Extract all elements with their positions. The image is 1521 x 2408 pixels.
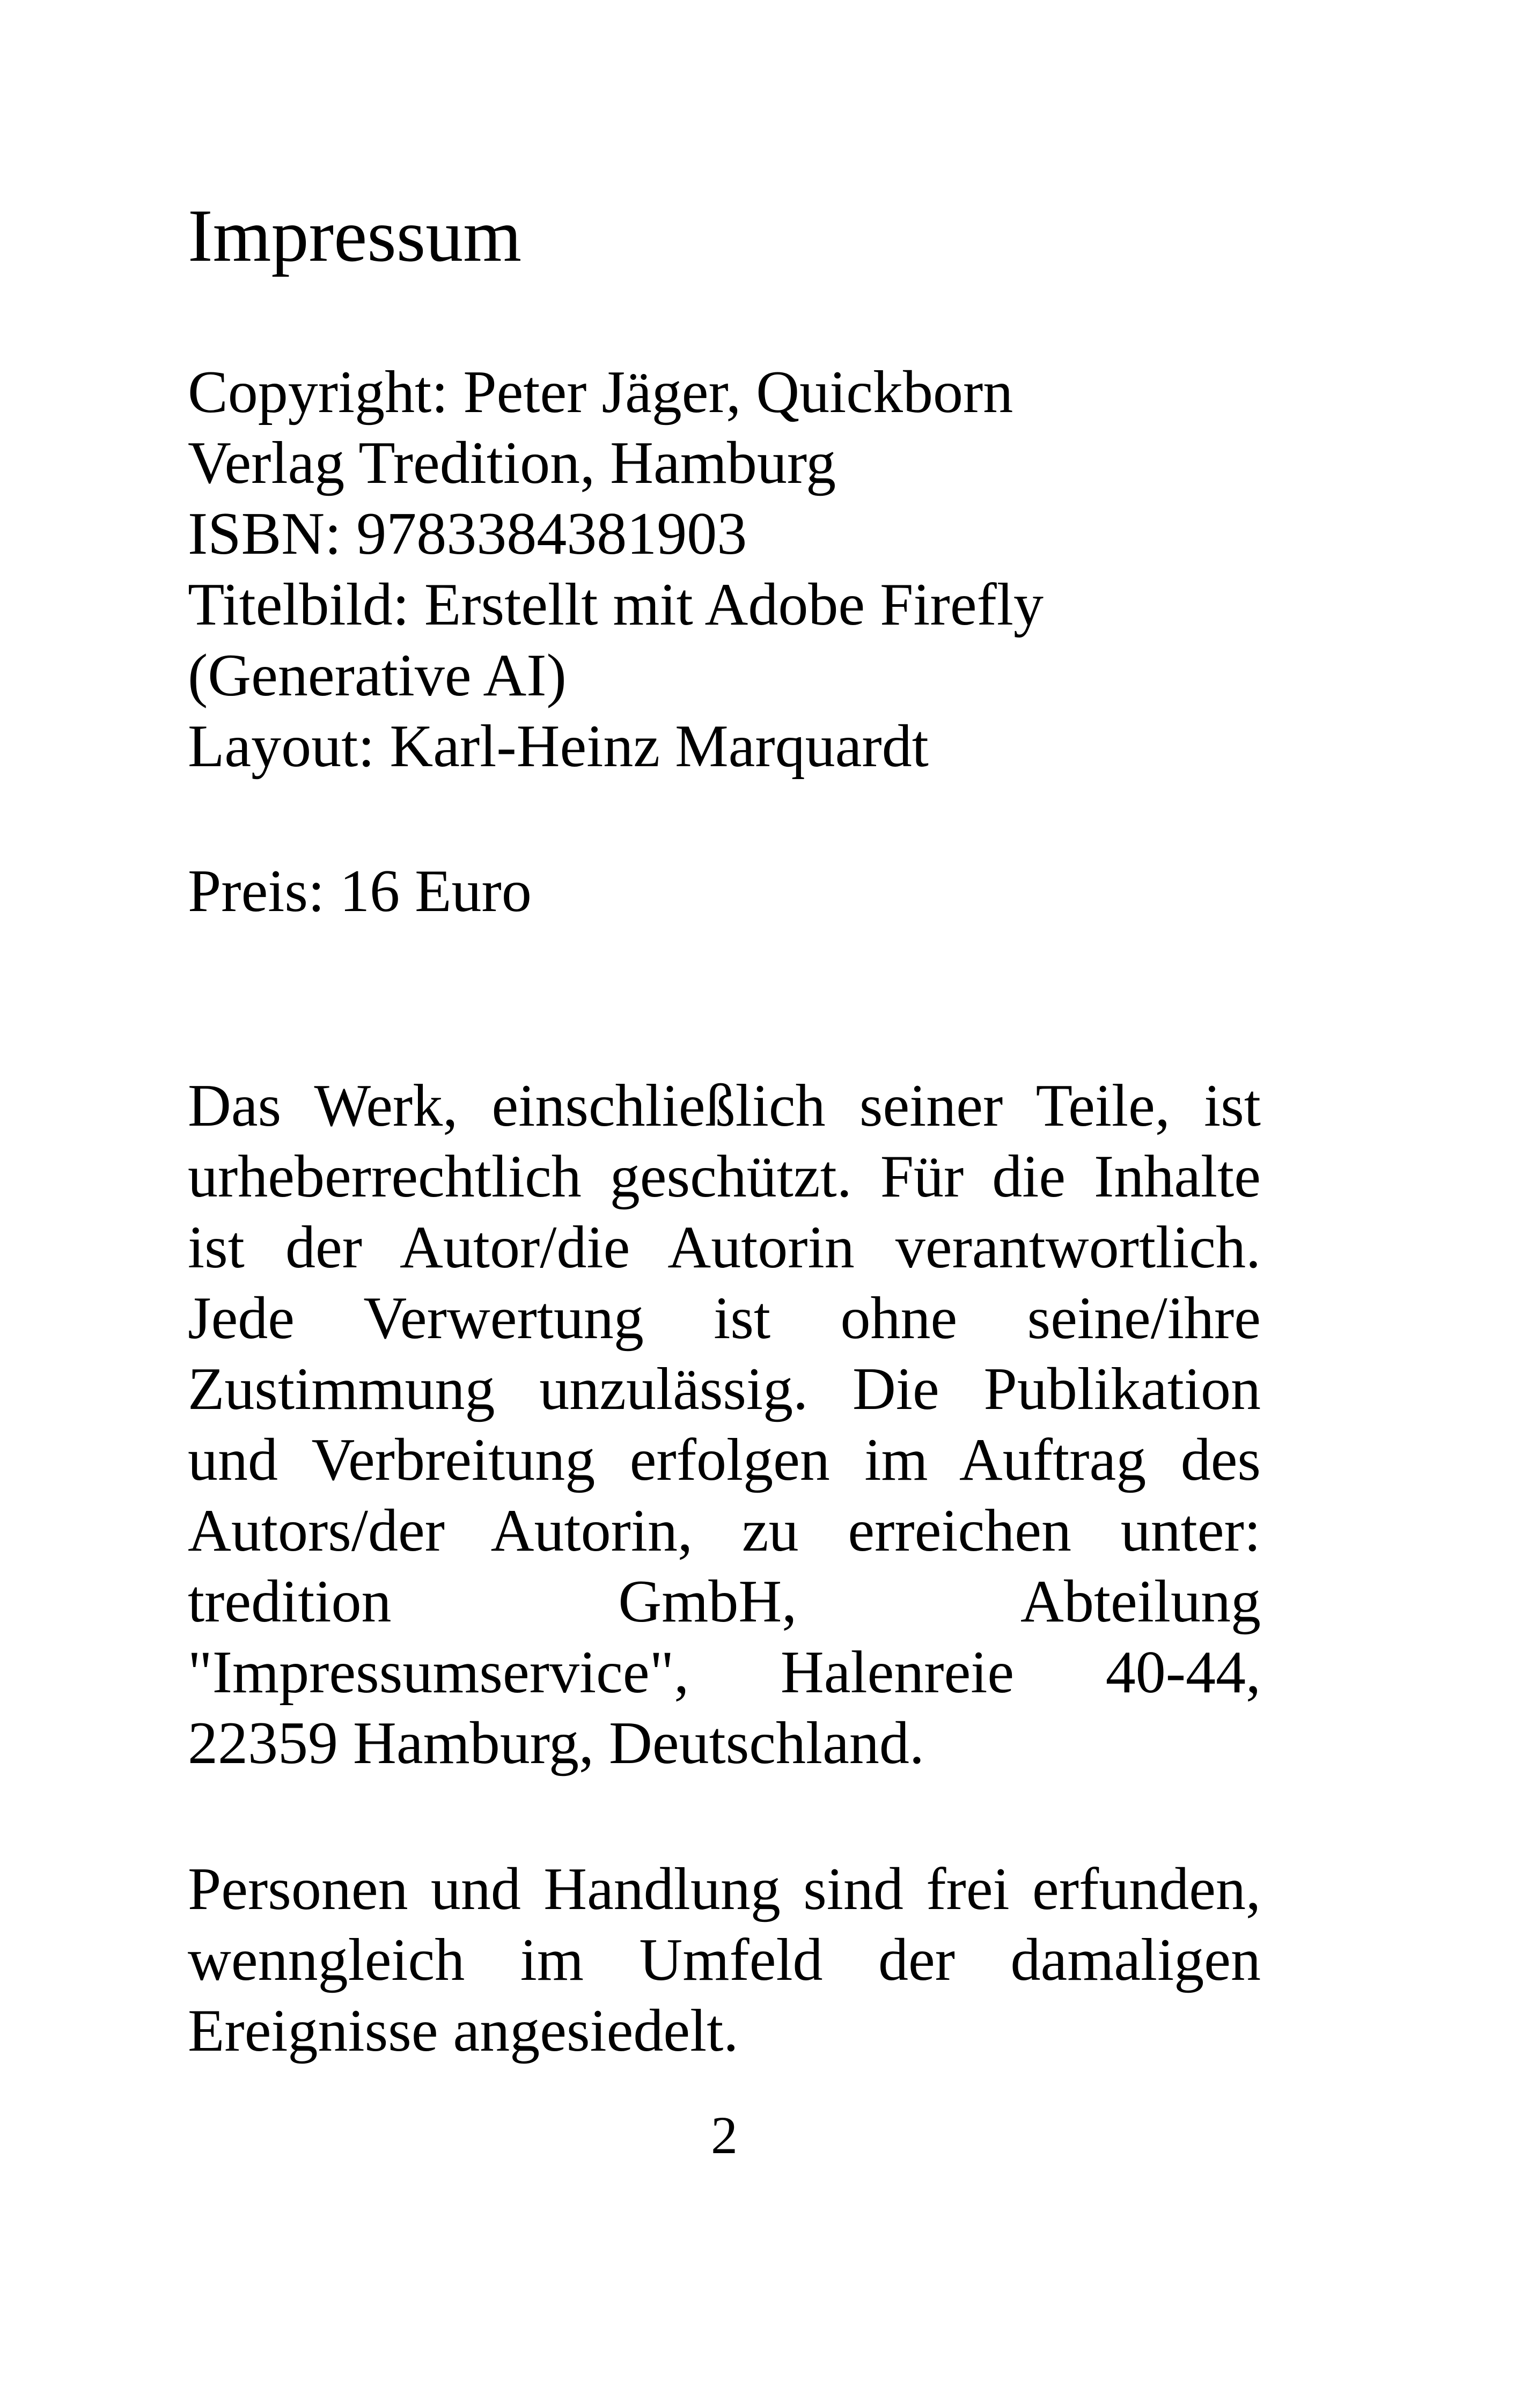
legal-line: Das Werk, einschließlich seiner Teile, ist <box>188 1073 1261 1139</box>
legal-line: und Verbreitung erfolgen im Auftrag des <box>188 1427 1261 1493</box>
legal-line: urheberrechtlich geschützt. Für die Inhalte <box>188 1143 1261 1210</box>
fiction-line: wenngleich im Umfeld der damaligen <box>188 1927 1261 1993</box>
legal-line: "Impressumservice", Halenreie 40-44, <box>188 1639 1261 1706</box>
isbn-line: ISBN: 9783384381903 <box>188 501 747 567</box>
legal-line: ist der Autor/die Autorin verantwortlich. <box>188 1214 1261 1281</box>
fiction-line: Ereignisse angesiedelt. <box>188 1998 739 2064</box>
fiction-line: Personen und Handlung sind frei erfunden, <box>188 1856 1261 1922</box>
layout-credit-line: Layout: Karl-Heinz Marquardt <box>188 713 929 780</box>
legal-line: 22359 Hamburg, Deutschland. <box>188 1710 924 1776</box>
page-title: Impressum <box>188 194 522 277</box>
legal-line: tredition GmbH, Abteilung <box>188 1568 1261 1635</box>
legal-line: Autors/der Autorin, zu erreichen unter: <box>188 1497 1261 1564</box>
copyright-line: Copyright: Peter Jäger, Quickborn <box>188 359 1013 425</box>
page-number: 2 <box>711 2105 738 2165</box>
legal-line: Zustimmung unzulässig. Die Publikation <box>188 1356 1261 1422</box>
publisher-line: Verlag Tredition, Hamburg <box>188 430 836 496</box>
legal-line: Jede Verwertung ist ohne seine/ihre <box>188 1285 1261 1352</box>
cover-credit-line: Titelbild: Erstellt mit Adobe Firefly <box>188 571 1044 638</box>
impressum-page <box>188 0 1261 2408</box>
price-line: Preis: 16 Euro <box>188 858 532 924</box>
cover-credit-continuation: (Generative AI) <box>188 642 567 709</box>
